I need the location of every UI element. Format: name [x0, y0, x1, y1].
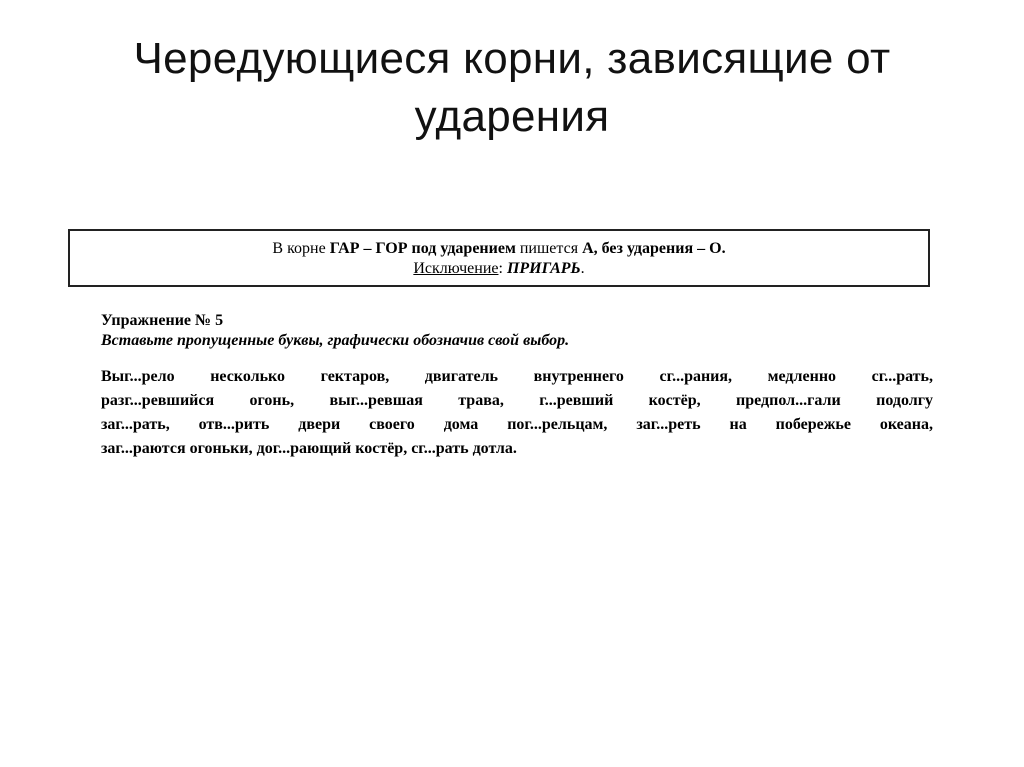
exception-colon: : [498, 260, 507, 277]
slide-title-line-1: Чередующиеся корни, зависящие от [133, 34, 891, 83]
rule-text-2: пишется [515, 240, 583, 257]
exception-word: ПРИГАРЬ [506, 260, 581, 277]
exception-label: Исключение [413, 260, 499, 277]
exercise-line-2: разг...ревшийся огонь, выг...ревшая трава, г...ревший костёр, предпол...гали подолгу [101, 392, 933, 409]
exercise-instruction: Вставьте пропущенные буквы, графически обозначив свой выбор. [101, 332, 570, 349]
slide-title [40, 30, 984, 146]
rule-box [68, 229, 930, 287]
rule-letters: А, без ударения – О. [582, 240, 726, 257]
exception-end: . [580, 260, 585, 277]
rule-exception [70, 259, 928, 279]
rule-roots: ГАР – ГОР под ударением [329, 240, 516, 257]
rule-text-1: В корне [272, 240, 330, 257]
exercise-line-1: Выг...рело несколько гектаров, двигатель внутреннего сг...рания, медленно сг...рать, [101, 368, 933, 385]
exercise-text [101, 365, 933, 461]
rule-statement [70, 239, 928, 259]
exercise-line-4: заг...раются огоньки, дог...рающий костёр, сг...рать дотла. [101, 440, 517, 457]
exercise-title: Упражнение № 5 [101, 312, 224, 329]
slide-title-line-2: ударения [414, 92, 610, 141]
exercise-line-3: заг...рать, отв...рить двери своего дома пог...рельцам, заг...реть на побережье океана, [101, 416, 933, 433]
exercise [101, 311, 933, 461]
